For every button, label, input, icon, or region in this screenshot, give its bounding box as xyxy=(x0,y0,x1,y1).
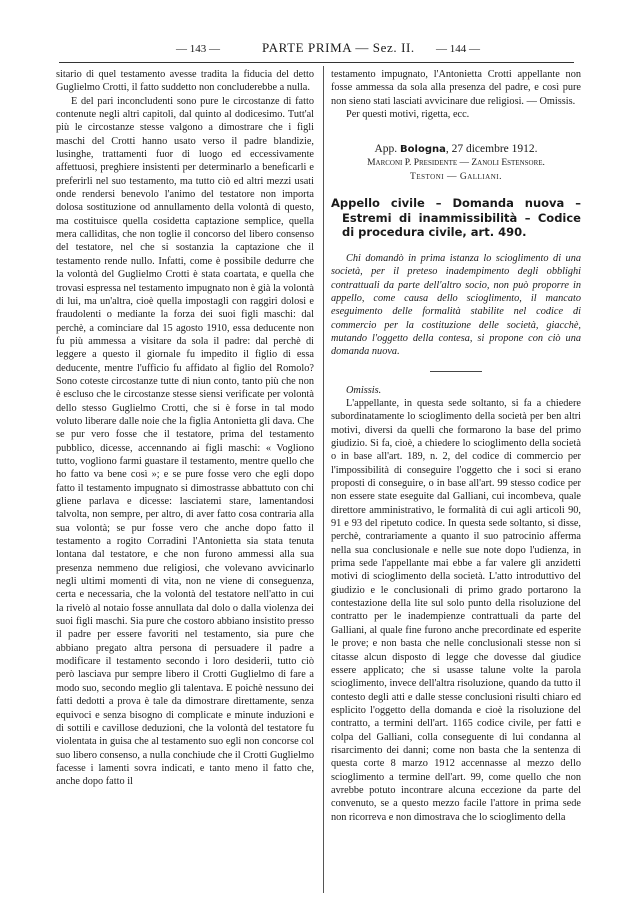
right-column xyxy=(331,68,581,824)
paragraph: testamento impugnato, l'Antonietta Crotti appellante non fosse ammessa da sola alla presenza del padre, e così pure non sieno stati lasciati avvicinare due religiosi. — Omissis. xyxy=(331,69,581,107)
omissis-label: Omissis. xyxy=(346,384,382,396)
case-heading-text: Appello civile – Domanda nuova – Estremi di inammissibilità – Codice di procedura civile, art. 490. xyxy=(331,196,581,240)
court-name: Bologna xyxy=(400,144,446,156)
judges-line: Testoni — Galliani. xyxy=(410,172,502,183)
paragraph: sitario di quel testamento avesse tradita la fiducia del detto Guglielmo Crotti, il fatto suddetto non concluderebbe a nulla. xyxy=(56,69,314,94)
case-heading xyxy=(331,196,581,240)
judges-line: Marconi P. Presidente — Zanoli Estensore. xyxy=(367,158,545,169)
short-rule xyxy=(430,371,482,372)
column-divider xyxy=(323,66,324,893)
running-header xyxy=(0,38,627,60)
page-number-left: — 143 — xyxy=(176,43,220,55)
paragraph: L'appellante, in questa sede soltanto, si fa a chiedere subordinatamente lo scioglimento della società per ben altri motivi, diversi da quelli che formarono la base del primo giudizio. Si fa, cioè, a chiedere lo scioglimento della società o in base all'art. 189, n. 2, del codice di commercio per l'impossibilità di conseguire l'oggetto che i soci si erano proposti di conseguire, o in base all'art. 99 stesso codice per non essere state eseguite dal Galliani, cui incombeva, quale direttore amministrativo, le formalità di cui agli articoli 90, 91 e 93 del ripetuto codice. In questa sede soltanto, si disse, perchè, contrariamente a quanto il suo patrocinio afferma nella sua conclusionale e nelle sue note dopo l'udienza, in prima sede l'appellante mai ebbe a far valere gli anzidetti motivi di scioglimento della società. L'atto introduttivo del giudizio e le conclusionali di primo grado portarono la contestazione della lite sul solo punto della risoluzione del contratto per le inadempienze contrattuali da parte del Galliani, al quale fine furono anche precordinate ed esperite le prove; e non basta che nelle conclusionali stesse non si citasse alcun disposto di legge che dovesse dal giudice essere applicato; che si usasse talune volte la parola scioglimento, invece dell'altra risoluzione, quando da tutto il contesto degli atti e dalle stesse conclusioni risulti chiaro ed esplicito l'oggetto della domanda e cioè la risoluzione del contratto, a termini dell'art. 1165 codice civile, per fatti e colpa del Galliani, colla conseguente di lui condanna al risarcimento dei danni; come non basta che la sentenza di questa corte 8 marzo 1912 accennasse al mezzo dello scioglimento a termine dell'art. 99, come quello che non avrebbe potuto incontrare alcuna eccezione da parte del convenuto, se a questo mezzo facile l'attore in prima sede non ricorreva e non dimostrava che lo scioglimento della xyxy=(331,397,581,823)
left-column xyxy=(56,68,314,789)
header-rule xyxy=(59,62,574,63)
page-number-right: — 144 — xyxy=(436,43,480,55)
case-summary: Chi domandò in prima istanza lo scioglimento di una società, per il preteso inadempimento degli obblighi contrattuali da parte dell'altro socio, non può proporre in appello, come causa dello scioglimento, il mancato eseguimento delle formalità stabilite nel codice di commercio per la costituzione delle società, giacchè, mutando l'oggetto della contesa, si propone con ciò una domanda nuova. xyxy=(331,252,581,358)
section-title: PARTE PRIMA — Sez. II. xyxy=(262,40,415,55)
court-citation: App. Bologna, 27 dicembre 1912. xyxy=(374,143,538,156)
closing-formula: Per questi motivi, rigetta, ecc. xyxy=(346,109,470,121)
paragraph: E del pari inconcludenti sono pure le circostanze di fatto contenute negli altri capitoli, dal quinto al dodicesimo. Tutt'al più le circostanze stesse valgono a dimostrare che i figli maschi del Crotti hanno usato verso il padre blandizie, lusinghe, trattamenti fuor di luogo ed eccessivamente affettuosi, preghiere insistenti per determinarlo a beneficarli e preferirli nel suo testamento, ma tutto ciò ed altri mezzi usati onde rendersi benevolo l'animo del testatore non importa dolosa sostituzione od annullamento della volontà di questo, ma costituisce quella cosidetta captazione semplice, quella mera calliditas, che non toglie il concorso del libero consenso del testatore, nel che si sostanzia la captazione che il testamento rende nullo. Infatti, come è possibile dedurre che la volontà del Guglielmo Crotti è stata coartata, e quella che trovasi espressa nel testamento impugnato non è già la volontà di lui, ma un'altra, cioè quella impostagli con raggiri dolosi e fraudolenti o mediante la forza dei suoi figli maschi: dal perchè, a cominciare dal 15 agosto 1910, essa deducente non fu più ammessa a visitare da sola il padre: dal perchè di leggere a questo il giornale fu impedito il figlio di essa deducente, mentre l'ufficio fu affidato al figlio del Romolo? Sono coteste circostanze tutte di niun conto, tanto più che non è escluso che le circostanze stesse siensi verificate per volontà dello stesso Guglielmo Crotti, che si è forse in tal modo voluto liberare dalle noie che la figlia Antonietta gli dava. Che se pur vero fosse che il testatore, prima del testamento pubblico, dicesse, accennando ai figli maschi: « Vogliono tutto, vogliono farmi guastare il testamento, mentre quello che ho fatto va bene così »; e se pure fosse vero che egli dopo fatto il testamento impugnato si dimostrasse abbattuto con chi gliene parlava e dicesse: lasciatemi stare, lamentandosi talvolta, non sempre, per altro, di aver fatto cosa contraria alla sua volontà; se pur fosse vero che anche dopo fatto il testamento a rogito Corradini l'Antonietta sia stata tenuta lontana dal testatore, e che non furono ammessi alla sua presenza nemmeno due religiosi, che volevano avvicinarlo negli ultimi momenti di vita, non ne viene di conseguenza, certa e necessaria, che la volontà del testatore nell'atto in cui la rivelò al notaio fosse annullata dal dolo o dalla violenza dei suoi figli maschi. Sia pure che costoro abbiano insistito presso il padre per essere favoriti nel testamento, sia pure che abbiano pregato altra persona di persuadere il padre a modificare il testamento secondo i loro desiderii, tutto ciò però lasciava pur sempre libero il Crotti Guglielmo di fare a modo suo, secondo meglio gli talentava. E poichè nessuno dei fatti dedotti a prova è tale da dimostrare direttamente, senza equivoci e senza bisogno di complicate e minute induzioni e di sottili e cavillose deduzioni, che la volontà del testatore fu violentata in guisa che al testamento suo egli non concorse col suo libero consenso, a nulla conchiude che il Crotti Guglielmo facesse i lamenti sovra indicati, e tanto meno il fatto che, anche dopo fatto il xyxy=(56,95,314,788)
